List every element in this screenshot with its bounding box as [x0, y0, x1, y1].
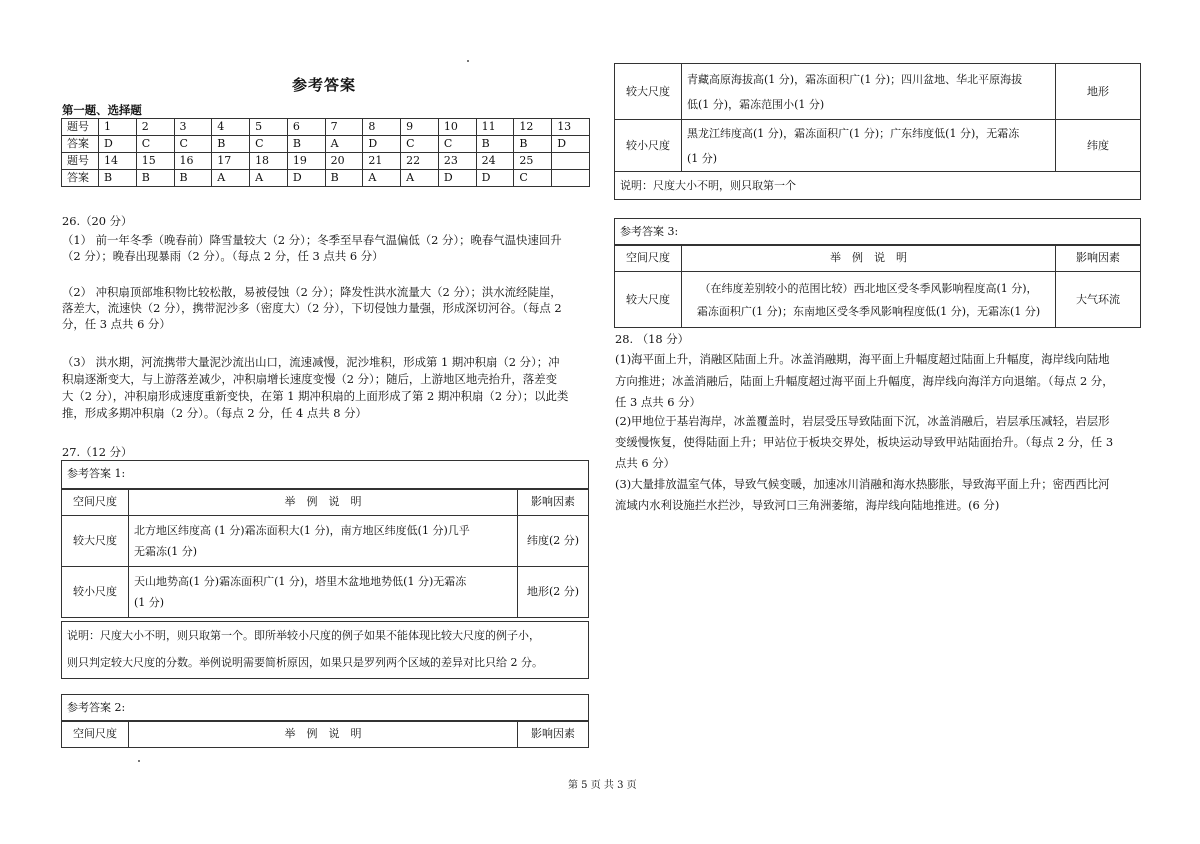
- mc-cell: C: [136, 136, 174, 153]
- ans2-row1-desc-l1: 青藏高原海拔高(1 分)，霜冻面积广(1 分)；四川盆地、华北平原海拔: [687, 72, 1023, 86]
- ans2-row2-scale: 较小尺度: [615, 120, 682, 172]
- mc-row: [62, 170, 590, 187]
- ans1-row2-desc: [129, 567, 518, 618]
- ans2-label-box: [61, 694, 589, 722]
- mc-cell: 15: [136, 153, 174, 170]
- ans1-row1-scale: 较大尺度: [62, 516, 129, 567]
- mc-cell: 22: [401, 153, 439, 170]
- mc-row-label: 答案: [62, 136, 99, 153]
- mc-cell: 24: [476, 153, 514, 170]
- q28-line-4: (2)甲地位于基岩海岸，冰盖覆盖时，岩层受压导致陆面下沉，冰盖消融后，岩层承压减轻，岩层形: [615, 414, 1110, 428]
- ans3-label-box: [614, 218, 1141, 246]
- q28-heading: 28. （18 分）: [615, 332, 690, 346]
- mc-cell: C: [174, 136, 212, 153]
- ans1-row2-scale: 较小尺度: [62, 567, 129, 618]
- ans1-label: 参考答案 1:: [67, 467, 126, 480]
- q28-line-7: (3)大量排放温室气体，导致气候变暖，加速冰川消融和海水热膨胀，导致海平面上升；密西西比河: [615, 477, 1110, 491]
- page-title: 参考答案: [292, 76, 357, 94]
- ans3-header-scale: 空间尺度: [615, 245, 682, 272]
- mc-cell: A: [250, 170, 288, 187]
- mc-cell: 7: [325, 119, 363, 136]
- mc-cell: 9: [401, 119, 439, 136]
- ans2-row1-desc-l2: 低(1 分)，霜冻范围小(1 分): [687, 97, 825, 111]
- mc-cell: B: [212, 136, 250, 153]
- mc-cell: B: [136, 170, 174, 187]
- mc-cell: 8: [363, 119, 401, 136]
- ans1-note-l1: 说明：尺度大小不明，则只取第一个。即所举较小尺度的例子如果不能体现比较大尺度的例子小，: [67, 629, 540, 642]
- mc-cell: D: [438, 170, 476, 187]
- ans2-table: [614, 63, 1141, 200]
- mc-cell: 11: [476, 119, 514, 136]
- mc-cell: 1: [99, 119, 137, 136]
- mc-cell: 5: [250, 119, 288, 136]
- q26-p2-l1: （2） 冲积扇顶部堆积物比较松散，易被侵蚀（2 分）；降发性洪水流量大（2 分）；洪水流经陡崖，: [62, 285, 562, 299]
- mc-cell: 13: [552, 119, 590, 136]
- ans3-row1-desc-l1: （在纬度差别较小的范围比较）西北地区受冬季风影响程度高(1 分)，: [699, 281, 1038, 295]
- q27-heading: 27.（12 分）: [62, 445, 133, 459]
- q26-heading: 26.（20 分）: [62, 214, 133, 228]
- mc-cell: A: [363, 170, 401, 187]
- q26-p3-l4: 推，形成多期冲积扇（2 分）。（每点 2 分，任 4 点共 8 分）: [62, 406, 367, 420]
- section1-heading: 第一题、选择题: [62, 103, 142, 117]
- ans2-header-table: [61, 720, 589, 748]
- mc-cell: B: [325, 170, 363, 187]
- ans1-note-box: [61, 621, 589, 679]
- mc-cell: C: [438, 136, 476, 153]
- ans1-row1-desc-l1: 北方地区纬度高 (1 分)霜冻面积大(1 分)，南方地区纬度低(1 分)几乎: [134, 524, 470, 537]
- q28-line-8: 流域内水利设施拦水拦沙，导致河口三角洲萎缩，海岸线向陆地推进。(6 分): [615, 498, 1000, 512]
- mc-row-label: 题号: [62, 119, 99, 136]
- mc-cell: A: [212, 170, 250, 187]
- mc-cell: D: [287, 170, 325, 187]
- mc-cell: 4: [212, 119, 250, 136]
- ans3-header-desc: 举 例 说 明: [682, 245, 1056, 272]
- ans2-label: 参考答案 2:: [67, 701, 126, 714]
- ans2-row1-desc: [682, 64, 1056, 120]
- mc-cell: 10: [438, 119, 476, 136]
- q28-line-5: 变缓慢恢复，使得陆面上升；甲站位于板块交界处，板块运动导致甲站陆面抬升。（每点 2 分，任 3: [615, 435, 1114, 449]
- ans1-header-desc: 举 例 说 明: [129, 489, 518, 516]
- ans2-row2-factor: 纬度: [1056, 120, 1141, 172]
- mc-cell: C: [514, 170, 552, 187]
- mc-cell: 21: [363, 153, 401, 170]
- ans1-header-scale: 空间尺度: [62, 489, 129, 516]
- ans2-header-desc: 举 例 说 明: [129, 721, 518, 748]
- mc-cell: D: [552, 136, 590, 153]
- q26-p2-l3: 分，任 3 点共 6 分）: [62, 317, 171, 331]
- ans1-row2-desc-l1: 天山地势高(1 分)霜冻面积广(1 分)，塔里木盆地地势低(1 分)无霜冻: [134, 575, 467, 588]
- mc-cell: D: [476, 170, 514, 187]
- ans3-row1-desc: [682, 272, 1056, 328]
- mc-cell: 16: [174, 153, 212, 170]
- mc-cell: [552, 153, 590, 170]
- mc-cell: 14: [99, 153, 137, 170]
- q28-line-2: 方向推进；冰盖消融后，陆面上升幅度超过海平面上升幅度，海岸线向海洋方向退缩。（每点 2 分，: [615, 374, 1114, 388]
- ans2-row1-scale: 较大尺度: [615, 64, 682, 120]
- mc-cell: 3: [174, 119, 212, 136]
- ans1-row1-desc-l2: 无霜冻(1 分): [134, 545, 198, 558]
- mc-cell: A: [401, 170, 439, 187]
- q26-p2-l2: 落差大，流速快（2 分），携带泥沙多（密度大）（2 分），下切侵蚀力量强，形成深切河谷。（每点 2: [62, 301, 562, 315]
- ans2-row2-desc-l1: 黑龙江纬度高(1 分)，霜冻面积广(1 分)；广东纬度低(1 分)，无霜冻: [687, 126, 1020, 140]
- ans2-header-factor: 影响因素: [518, 721, 589, 748]
- mc-cell: 20: [325, 153, 363, 170]
- q26-p3-l3: 大（2 分），冲积扇形成速度重新变快，在第 1 期冲积扇的上面形成了第 2 期冲积扇（2 分）；以此类: [62, 389, 569, 403]
- page-footer: 第 5 页 共 3 页: [568, 780, 637, 791]
- mc-cell: B: [287, 136, 325, 153]
- q28-line-1: (1)海平面上升，消融区陆面上升。冰盖消融期，海平面上升幅度超过陆面上升幅度，海岸线向陆地: [615, 352, 1110, 366]
- ans2-row2-desc: [682, 120, 1056, 172]
- dot-mark: [467, 60, 469, 62]
- mc-cell: 6: [287, 119, 325, 136]
- q26-p3-l2: 积扇逐渐变大，与上游落差减少，冲积扇增长速度变慢（2 分）；随后，上游地区地壳抬升，落差变: [62, 372, 557, 386]
- q26-p1-l1: （1） 前一年冬季（晚春前）降雪量较大（2 分）；冬季至早春气温偏低（2 分）；晚春气温快速回升: [62, 233, 562, 247]
- mc-cell: B: [99, 170, 137, 187]
- mc-answer-table: [61, 118, 590, 187]
- mc-cell: [552, 170, 590, 187]
- ans1-row1-desc: [129, 516, 518, 567]
- ans1-table: [61, 488, 589, 618]
- mc-cell: A: [325, 136, 363, 153]
- q28-line-3: 任 3 点共 6 分）: [615, 395, 701, 409]
- q26-p3-l1: （3） 洪水期，河流携带大量泥沙流出山口，流速减慢，泥沙堆积，形成第 1 期冲积扇（2 分）；冲: [62, 355, 560, 369]
- dot-mark-2: [138, 760, 140, 762]
- mc-row: [62, 119, 590, 136]
- ans2-row1-factor: 地形: [1056, 64, 1141, 120]
- mc-cell: 19: [287, 153, 325, 170]
- ans2-row2-desc-l2: (1 分): [687, 151, 718, 165]
- ans3-row1-scale: 较大尺度: [615, 272, 682, 328]
- mc-cell: 12: [514, 119, 552, 136]
- ans1-header-factor: 影响因素: [518, 489, 589, 516]
- mc-cell: D: [99, 136, 137, 153]
- mc-cell: 2: [136, 119, 174, 136]
- ans3-table: [614, 244, 1141, 328]
- mc-cell: C: [401, 136, 439, 153]
- ans1-note-l2: 则只判定较大尺度的分数。举例说明需要简析原因，如果只是罗列两个区域的差异对比只给 2 分。: [67, 656, 543, 669]
- ans3-row1-factor: 大气环流: [1056, 272, 1141, 328]
- ans3-row1-desc-l2: 霜冻面积广(1 分)；东南地区受冬季风影响程度低(1 分)，无霜冻(1 分): [696, 304, 1041, 318]
- ans1-label-box: [61, 460, 589, 490]
- mc-cell: C: [250, 136, 288, 153]
- ans1-row2-desc-l2: (1 分): [134, 596, 165, 609]
- mc-cell: B: [476, 136, 514, 153]
- mc-cell: D: [363, 136, 401, 153]
- q28-line-6: 点共 6 分）: [615, 456, 676, 470]
- mc-cell: B: [514, 136, 552, 153]
- mc-cell: 23: [438, 153, 476, 170]
- q26-p1-l2: （2 分）；晚春出现暴雨（2 分）。（每点 2 分，任 3 点共 6 分）: [62, 249, 384, 263]
- mc-cell: 18: [250, 153, 288, 170]
- ans3-header-factor: 影响因素: [1056, 245, 1141, 272]
- ans1-row2-factor: 地形(2 分): [518, 567, 589, 618]
- ans2-header-scale: 空间尺度: [62, 721, 129, 748]
- ans3-label: 参考答案 3:: [620, 225, 679, 238]
- mc-cell: 17: [212, 153, 250, 170]
- mc-row: [62, 153, 590, 170]
- mc-row-label: 题号: [62, 153, 99, 170]
- mc-cell: B: [174, 170, 212, 187]
- mc-row-label: 答案: [62, 170, 99, 187]
- ans1-row1-factor: 纬度(2 分): [518, 516, 589, 567]
- mc-row: [62, 136, 590, 153]
- ans2-note: 说明：尺度大小不明，则只取第一个: [615, 172, 1141, 200]
- mc-cell: 25: [514, 153, 552, 170]
